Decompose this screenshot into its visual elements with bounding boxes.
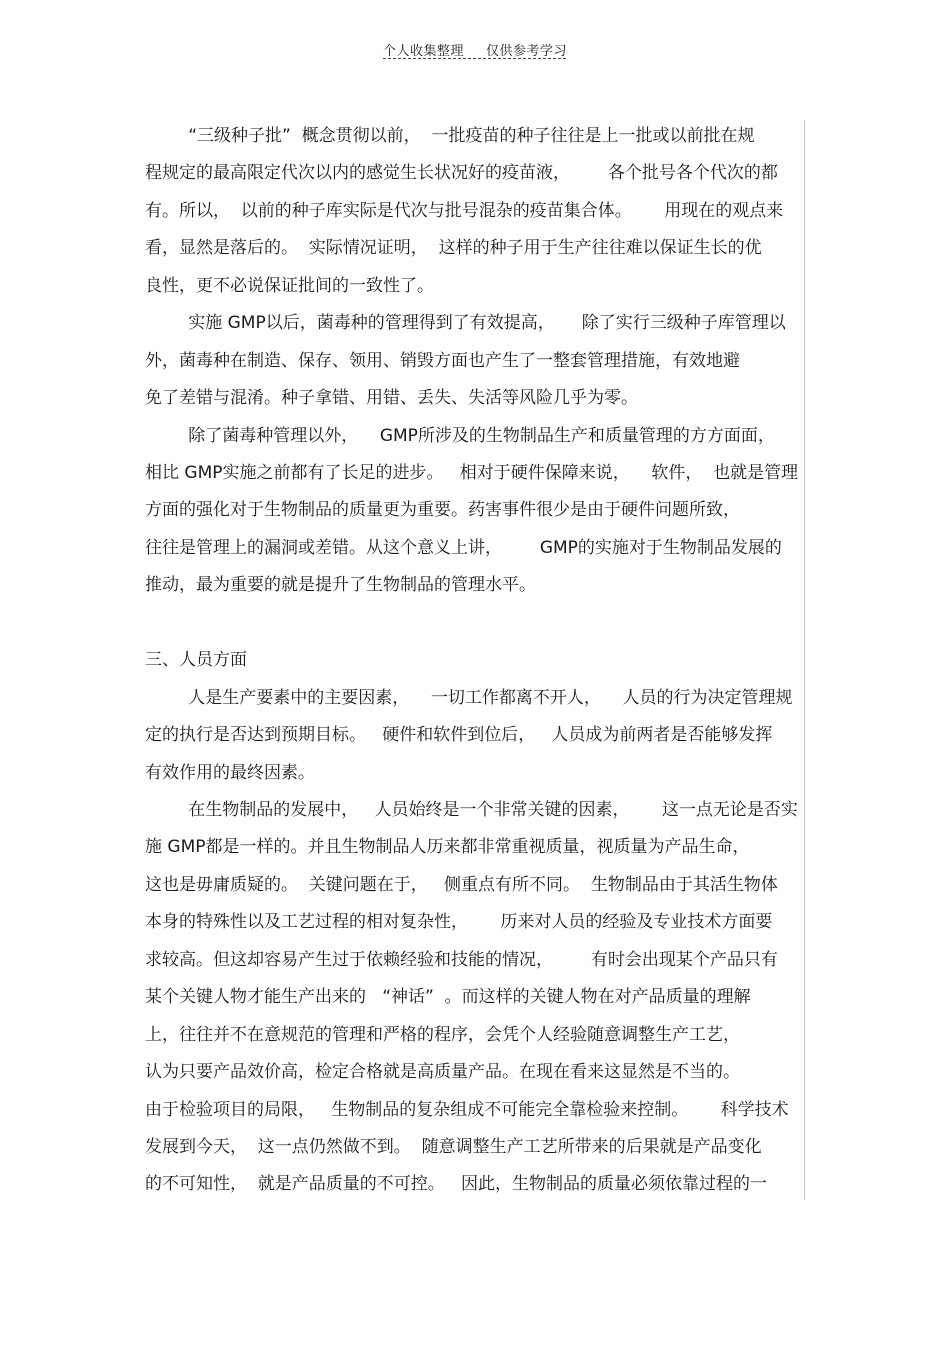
text-line: 定的执行是否达到预期目标。 硬件和软件到位后， 人员成为前两者是否能够发挥 (145, 725, 773, 745)
text-line: 有效作用的最终因素。 (145, 763, 315, 783)
text-line: 有。所以， 以前的种子库实际是代次与批号混杂的疫苗集合体。 用现在的观点来 (145, 201, 784, 221)
text-line: “三级种子批” 概念贯彻以前， 一批疫苗的种子往往是上一批或以前批在规 (145, 126, 755, 146)
text-line: 外，菌毒种在制造、保存、领用、销毁方面也产生了一整套管理措施，有效地避 (145, 351, 740, 371)
text-line: 的不可知性， 就是产品质量的不可控。 因此，生物制品的质量必须依靠过程的一 (145, 1174, 768, 1194)
text-line: 实施 GMP以后，菌毒种的管理得到了有效提高， 除了实行三级种子库管理以 (145, 313, 786, 333)
text-line: 求较高。但这却容易产生过于依赖经验和技能的情况， 有时会出现某个产品只有 (145, 950, 778, 970)
text-line: 由于检验项目的局限， 生物制品的复杂组成不可能完全靠检验来控制。 科学技术 (145, 1100, 789, 1120)
text-line: 认为只要产品效价高，检定合格就是高质量产品。在现在看来这显然是不当的。 (145, 1062, 740, 1082)
header-left-text: 个人收集整理 (382, 44, 464, 59)
header-underline (383, 58, 566, 59)
text-line: 良性，更不必说保证批间的一致性了。 (145, 276, 434, 296)
text-line: 某个关键人物才能生产出来的 “神话” 。而这样的关键人物在对产品质量的理解 (145, 987, 751, 1007)
text-line: 相比 GMP实施之前都有了长足的进步。 相对于硬件保障来说， 软件， 也就是管理 (145, 463, 799, 483)
text-line: 方面的强化对于生物制品的质量更为重要。药害事件很少是由于硬件问题所致， (145, 500, 740, 520)
section-heading: 三、人员方面 (145, 650, 247, 670)
text-line: 人是生产要素中的主要因素， 一切工作都离不开人， 人员的行为决定管理规 (145, 688, 793, 708)
text-line: 发展到今天， 这一点仍然做不到。 随意调整生产工艺所带来的后果就是产品变化 (145, 1137, 762, 1157)
text-line: 看，显然是落后的。 实际情况证明， 这样的种子用于生产往往难以保证生长的优 (145, 238, 762, 258)
page-header (0, 40, 950, 59)
text-line: 往往是管理上的漏洞或差错。从这个意义上讲， GMP的实施对于生物制品发展的 (145, 538, 782, 558)
text-line: 推动，最为重要的就是提升了生物制品的管理水平。 (145, 575, 536, 595)
text-line: 这也是毋庸质疑的。 关键问题在于， 侧重点有所不同。 生物制品由于其活生物体 (145, 875, 778, 895)
text-line: 上，往往并不在意规范的管理和严格的程序，会凭个人经验随意调整生产工艺， (145, 1025, 740, 1045)
text-line: 免了差错与混淆。种子拿错、用错、丢失、失活等风险几乎为零。 (145, 388, 638, 408)
text-line: 施 GMP都是一样的。并且生物制品人历来都非常重视质量，视质量为产品生命， (145, 837, 750, 857)
header-right-text: 仅供参考学习 (486, 44, 568, 59)
text-line: 本身的特殊性以及工艺过程的相对复杂性， 历来对人员的经验及专业技术方面要 (145, 912, 773, 932)
text-line: 程规定的最高限定代次以内的感觉生长状况好的疫苗液， 各个批号各个代次的都 (145, 163, 778, 183)
text-line: 在生物制品的发展中， 人员始终是一个非常关键的因素， 这一点无论是否实 (145, 800, 798, 820)
text-line: 除了菌毒种管理以外， GMP所涉及的生物制品生产和质量管理的方方面面， (145, 426, 775, 446)
